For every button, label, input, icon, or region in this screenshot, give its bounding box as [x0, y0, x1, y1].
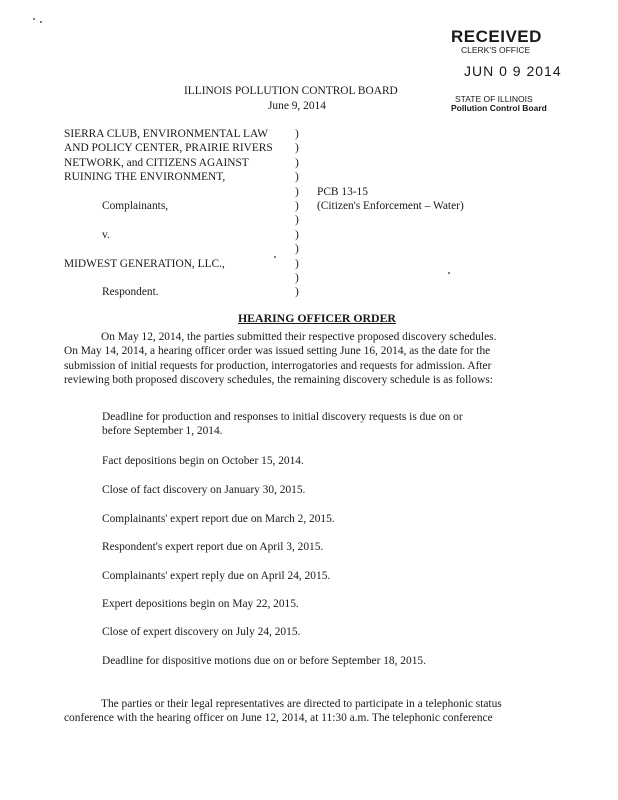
case-type: (Citizen's Enforcement – Water): [317, 200, 464, 212]
schedule-item: Complainants' expert reply due on April 24, 2015.: [102, 570, 331, 582]
caption-paren: ): [295, 142, 299, 154]
caption-paren: ): [295, 214, 299, 226]
caption-paren: ): [295, 286, 299, 298]
stamp-clerks-office: CLERK'S OFFICE: [461, 45, 531, 55]
order-title: HEARING OFFICER ORDER: [238, 311, 396, 325]
order-date: June 9, 2014: [268, 100, 326, 112]
caption-paren: ): [295, 171, 299, 183]
stamp-date: JUN 0 9 2014: [464, 63, 562, 79]
case-number: PCB 13-15: [317, 186, 368, 198]
complainants-line: RUINING THE ENVIRONMENT,: [64, 171, 226, 183]
caption-paren: ): [295, 229, 299, 241]
stamp-board: Pollution Control Board: [451, 103, 547, 113]
schedule-item: Deadline for dispositive motions due on or before September 18, 2015.: [102, 655, 426, 667]
scan-speck: [40, 21, 42, 23]
caption-paren: ): [295, 258, 299, 270]
caption-paren: ): [295, 128, 299, 140]
complainants-line: AND POLICY CENTER, PRAIRIE RIVERS: [64, 142, 273, 154]
complainants-label: Complainants,: [102, 200, 169, 212]
caption-paren: ): [295, 157, 299, 169]
schedule-item: Close of fact discovery on January 30, 2015.: [102, 484, 306, 496]
intro-line: On May 14, 2014, a hearing officer order was issued setting June 16, 2014, as the date for the: [64, 345, 491, 357]
respondent-name: MIDWEST GENERATION, LLC.,: [64, 258, 225, 270]
schedule-item: Expert depositions begin on May 22, 2015.: [102, 598, 299, 610]
scan-speck: [33, 18, 35, 20]
caption-paren: ): [295, 272, 299, 284]
complainants-line: SIERRA CLUB, ENVIRONMENTAL LAW: [64, 128, 269, 140]
schedule-item: Fact depositions begin on October 15, 2014.: [102, 455, 304, 467]
stamp-state: STATE OF ILLINOIS: [455, 94, 533, 104]
intro-line: reviewing both proposed discovery schedules, the remaining discovery schedule is as follows:: [64, 374, 493, 386]
schedule-item: Complainants' expert report due on March 2, 2015.: [102, 513, 335, 525]
closing-line: The parties or their legal representatives are directed to participate in a telephonic status: [101, 698, 502, 710]
schedule-item: before September 1, 2014.: [102, 425, 223, 437]
caption-paren: ): [295, 243, 299, 255]
scan-speck: [448, 272, 450, 274]
caption-paren: ): [295, 186, 299, 198]
closing-line: conference with the hearing officer on June 12, 2014, at 11:30 a.m. The telephonic conference: [64, 712, 493, 724]
respondent-label: Respondent.: [102, 286, 159, 298]
versus: v.: [102, 229, 110, 241]
complainants-line: NETWORK, and CITIZENS AGAINST: [64, 157, 249, 169]
scan-speck: [274, 256, 276, 258]
intro-line: On May 12, 2014, the parties submitted their respective proposed discovery schedules.: [101, 331, 497, 343]
stamp-received: RECEIVED: [451, 27, 542, 46]
intro-line: submission of initial requests for production, interrogatories and requests for admission. After: [64, 360, 492, 372]
schedule-item: Deadline for production and responses to initial discovery requests is due on or: [102, 411, 463, 423]
schedule-item: Close of expert discovery on July 24, 2015.: [102, 626, 301, 638]
board-name: ILLINOIS POLLUTION CONTROL BOARD: [184, 85, 398, 97]
schedule-item: Respondent's expert report due on April 3, 2015.: [102, 541, 324, 553]
caption-paren: ): [295, 200, 299, 212]
